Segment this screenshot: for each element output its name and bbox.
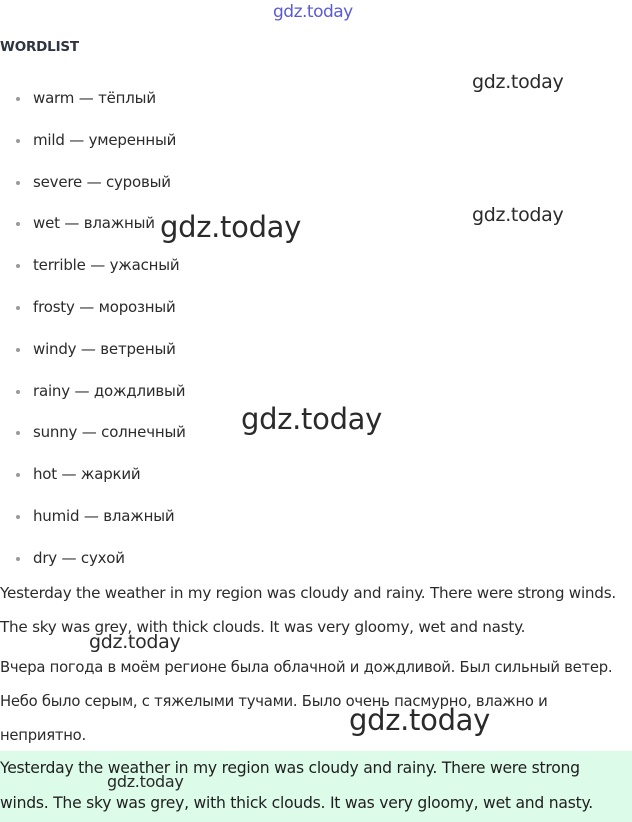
list-item (0, 329, 186, 371)
wordlist-heading: WORDLIST (0, 39, 79, 55)
list-item (0, 162, 186, 204)
list-item-text: dry — сухой (33, 548, 125, 567)
watermark: gdz.today (472, 204, 564, 226)
paragraph-english: Yesterday the weather in my region was cloudy and rainy. There were strong winds. The sky was grey, with thick clouds. It was very gloomy, wet and nasty. (0, 584, 616, 636)
watermark: gdz.today (107, 772, 184, 791)
list-item-text: windy — ветреный (33, 339, 176, 358)
list-item-text: wet — влажный (33, 214, 155, 233)
list-item-text: frosty — морозный (33, 297, 176, 316)
list-item (0, 538, 186, 580)
site-logo[interactable]: gdz.today (273, 2, 353, 22)
watermark: gdz.today (472, 71, 564, 93)
list-item (0, 120, 186, 162)
list-item-text: terrible — ужасный (33, 256, 180, 275)
list-item (0, 245, 186, 287)
watermark: gdz.today (241, 402, 383, 436)
list-item (0, 371, 186, 413)
paragraph-russian: Вчера погода в моём регионе была облачной и дождливой. Был сильный ветер. Небо было серым, с тяжелыми тучами. Было очень пасмурно, влажно и неприятно. (0, 659, 613, 744)
answer-highlight-box (0, 751, 632, 822)
watermark: gdz.today (349, 703, 491, 737)
list-item-text: hot — жаркий (33, 465, 141, 484)
bullet-icon (16, 97, 20, 101)
bullet-icon (16, 515, 20, 519)
list-item (0, 454, 186, 496)
answer-highlight-text: Yesterday the weather in my region was cloudy and rainy. There were strong winds. The sky was grey, with thick clouds. It was very gloomy, wet and nasty. (0, 759, 593, 812)
bullet-icon (16, 390, 20, 394)
list-item-text: rainy — дождливый (33, 381, 186, 400)
list-item (0, 203, 186, 245)
watermark: gdz.today (160, 210, 302, 244)
bullet-icon (16, 557, 20, 561)
wordlist (0, 78, 186, 580)
bullet-icon (16, 181, 20, 185)
watermark: gdz.today (89, 631, 181, 653)
bullet-icon (16, 473, 20, 477)
bullet-icon (16, 139, 20, 143)
list-item (0, 412, 186, 454)
bullet-icon (16, 348, 20, 352)
bullet-icon (16, 306, 20, 310)
list-item (0, 496, 186, 538)
list-item-text: sunny — солнечный (33, 423, 186, 442)
list-item (0, 287, 186, 329)
bullet-icon (16, 264, 20, 268)
bullet-icon (16, 431, 20, 435)
list-item-text: humid — влажный (33, 506, 175, 525)
list-item (0, 78, 186, 120)
list-item-text: severe — суровый (33, 172, 171, 191)
bullet-icon (16, 222, 20, 226)
list-item-text: mild — умеренный (33, 130, 177, 149)
list-item-text: warm — тёплый (33, 89, 156, 107)
